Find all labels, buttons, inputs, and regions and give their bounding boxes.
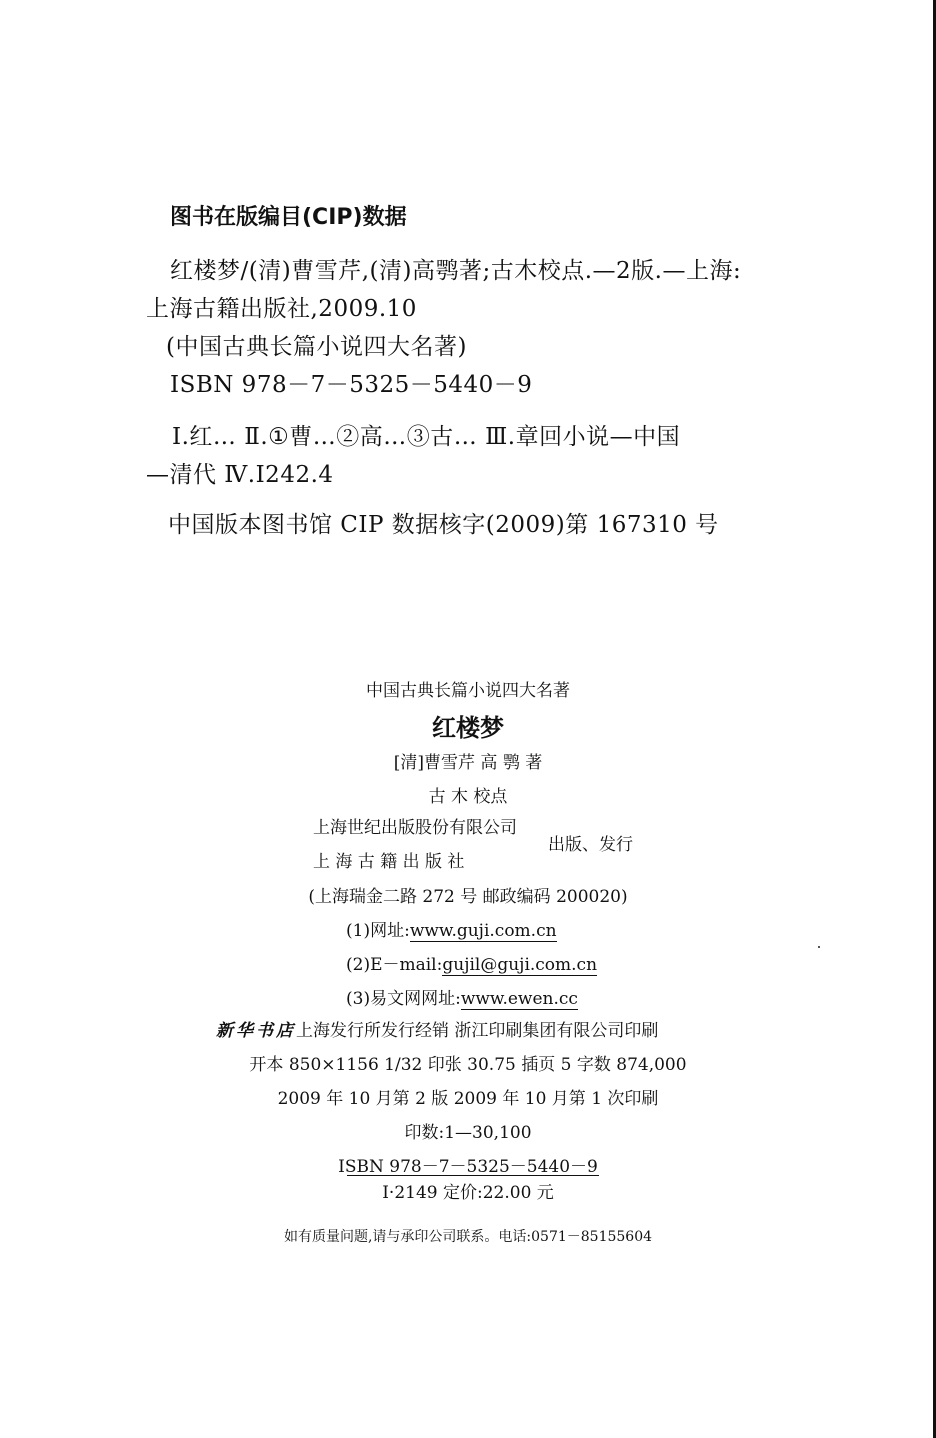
cip-title: 图书在版编目(CIP)数据 (170, 205, 407, 230)
publish-suffix: 出版、发行 (548, 835, 633, 855)
ewen-link[interactable]: www.ewen.cc (460, 989, 578, 1009)
publishers (313, 816, 517, 884)
quality-notice: 如有质量问题,请与承印公司联系。电话:0571－85155604 (283, 1229, 653, 1245)
cip-line-7: 中国版本图书馆 CIP 数据核字(2009)第 167310 号 (168, 512, 719, 538)
distribution-line (216, 1016, 658, 1041)
isbn-divider (347, 1175, 599, 1176)
address: (上海瑞金二路 272 号 邮政编码 200020) (308, 887, 628, 907)
website-line (346, 916, 557, 941)
authors: [清]曹雪芹 高 鹗 著 (393, 753, 543, 773)
cip-line-2: 上海古籍出版社,2009.10 (146, 296, 417, 322)
email-label: (2)E－mail: (346, 955, 443, 975)
scan-speck (818, 946, 820, 948)
book-title: 红楼梦 (432, 714, 504, 742)
editor: 古 木 校点 (428, 787, 508, 807)
cip-line-4: ISBN 978－7－5325－5440－9 (170, 372, 533, 398)
isbn: ISBN 978－7－5325－5440－9 (338, 1157, 598, 1177)
ewen-label: (3)易文网网址: (346, 989, 461, 1009)
specs: 开本 850×1156 1/32 印张 30.75 插页 5 字数 874,000 (249, 1055, 687, 1075)
publisher-1: 上海世纪出版股份有限公司 (313, 818, 517, 838)
series-name: 中国古典长篇小说四大名著 (366, 681, 570, 701)
cip-line-5: Ⅰ.红… Ⅱ.①曹…②高…③古… Ⅲ.章回小说—中国 (172, 424, 681, 450)
edition: 2009 年 10 月第 2 版 2009 年 10 月第 1 次印刷 (277, 1089, 659, 1109)
website-link[interactable]: www.guji.com.cn (409, 921, 557, 941)
print-run: 印数:1—30,100 (404, 1123, 532, 1143)
publisher-2: 上 海 古 籍 出 版 社 (313, 852, 465, 872)
distribution-text: 上海发行所发行经销 浙江印刷集团有限公司印刷 (296, 1021, 659, 1041)
price: Ⅰ·2149 定价:22.00 元 (382, 1183, 554, 1203)
xinhua-bookstore-logo: 新华书店 (216, 1021, 296, 1041)
website-label: (1)网址: (346, 921, 410, 941)
email-line (346, 950, 597, 975)
cip-line-3: (中国古典长篇小说四大名著) (166, 334, 467, 360)
email-link[interactable]: gujil@guji.com.cn (442, 955, 598, 975)
cip-line-1: 红楼梦/(清)曹雪芹,(清)高鹗著;古木校点.—2版.—上海: (170, 258, 742, 284)
ewen-line (346, 984, 578, 1009)
cip-line-6: —清代 Ⅳ.I242.4 (146, 462, 334, 488)
